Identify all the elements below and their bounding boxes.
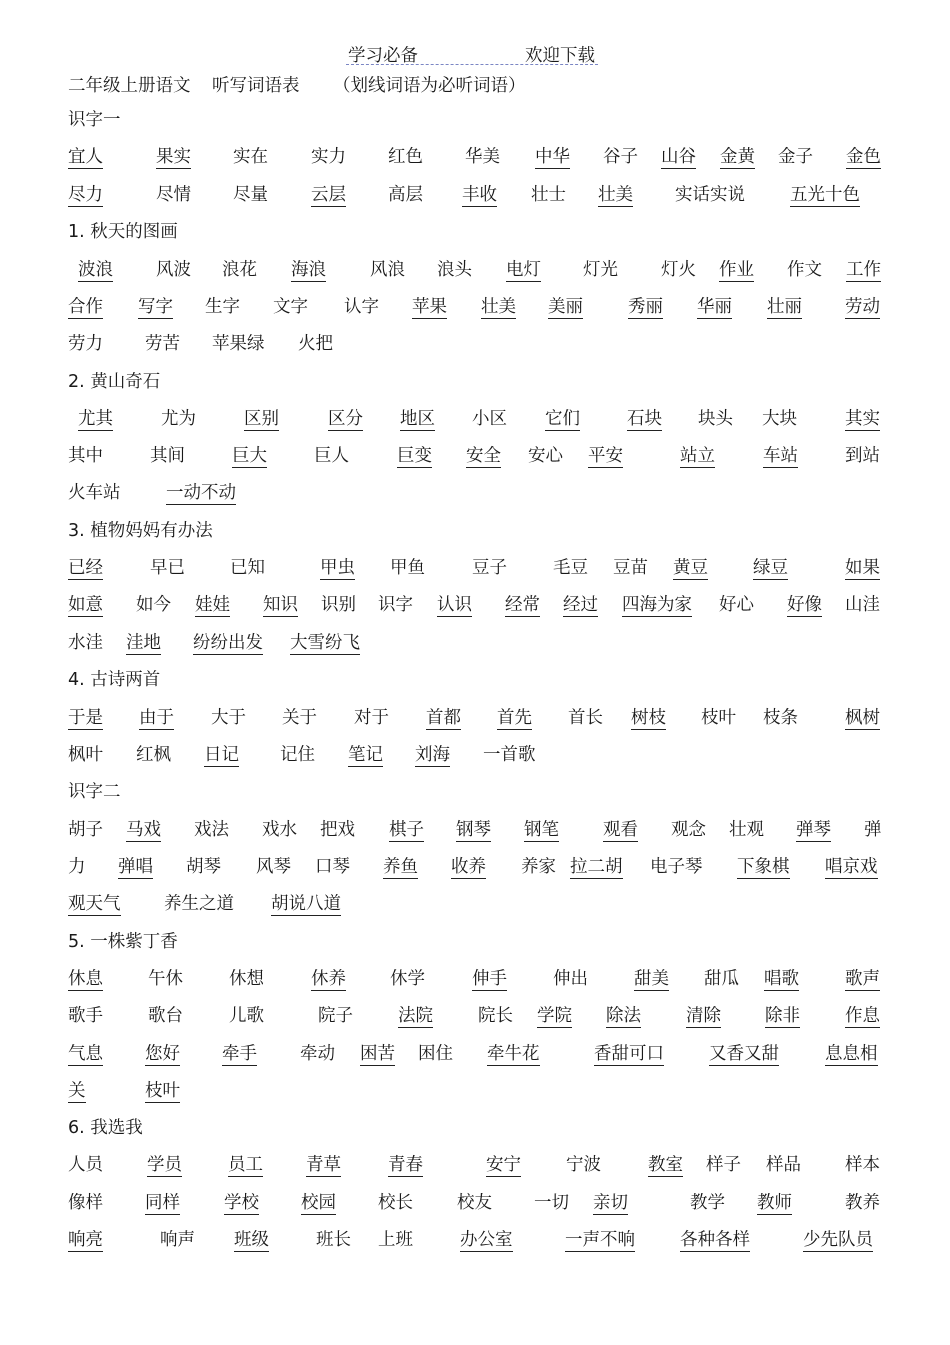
vocab-word: 实力 — [311, 147, 346, 167]
required-word: 响亮 — [68, 1230, 103, 1250]
vocab-word: 对于 — [354, 708, 389, 728]
required-word: 休养 — [311, 969, 346, 989]
required-word: 一动不动 — [166, 483, 236, 503]
required-word: 气息 — [68, 1044, 103, 1064]
vocab-word: 到站 — [845, 446, 880, 466]
required-word: 认识 — [437, 595, 472, 615]
vocab-word: 胡子 — [68, 820, 103, 840]
required-word: 少先队员 — [803, 1230, 873, 1250]
required-word: 壮丽 — [767, 297, 802, 317]
vocab-word: 样本 — [845, 1155, 880, 1175]
required-word: 平安 — [588, 446, 623, 466]
vocab-word: 已知 — [230, 558, 265, 578]
vocab-word: 华美 — [465, 147, 500, 167]
vocab-word: 文字 — [273, 297, 308, 317]
vocab-word: 其中 — [68, 446, 103, 466]
required-word: 教师 — [757, 1193, 792, 1213]
vocab-word: 巨人 — [314, 446, 349, 466]
required-word: 已经 — [68, 558, 103, 578]
vocab-word: 劳苦 — [145, 334, 180, 354]
required-word: 宜人 — [68, 147, 103, 167]
vocab-word: 好心 — [719, 595, 754, 615]
vocab-word: 枝叶 — [701, 708, 736, 728]
vocab-word: 关于 — [282, 708, 317, 728]
required-word: 树枝 — [631, 708, 666, 728]
required-word: 四海为家 — [622, 595, 692, 615]
vocab-word: 戏水 — [262, 820, 297, 840]
vocab-word: 电子琴 — [650, 857, 703, 877]
required-word: 枝叶 — [145, 1081, 180, 1101]
required-word: 丰收 — [462, 185, 497, 205]
required-word: 作息 — [845, 1006, 880, 1026]
required-word: 劳动 — [845, 297, 880, 317]
vocab-word: 校友 — [457, 1193, 492, 1213]
required-word: 区别 — [244, 409, 279, 429]
required-word: 如意 — [68, 595, 103, 615]
required-word: 甲虫 — [320, 558, 355, 578]
vocab-word: 安心 — [528, 446, 563, 466]
vocab-word: 高层 — [388, 185, 423, 205]
required-word: 中华 — [535, 147, 570, 167]
vocab-word: 大块 — [762, 409, 797, 429]
vocab-word: 歌手 — [68, 1006, 103, 1026]
required-word: 青春 — [388, 1155, 423, 1175]
required-word: 学校 — [224, 1193, 259, 1213]
vocab-word: 一首歌 — [483, 745, 536, 765]
vocab-word: 金子 — [778, 147, 813, 167]
vocab-word: 浪花 — [222, 260, 257, 280]
vocab-word: 牵动 — [300, 1044, 335, 1064]
required-word: 歌声 — [845, 969, 880, 989]
required-word: 除法 — [606, 1006, 641, 1026]
required-word: 云层 — [311, 185, 346, 205]
required-word: 波浪 — [78, 260, 113, 280]
vocab-word: 教学 — [690, 1193, 725, 1213]
required-word: 一声不响 — [565, 1230, 635, 1250]
required-word: 牵牛花 — [487, 1044, 540, 1064]
vocab-word: 火把 — [298, 334, 333, 354]
required-word: 甜美 — [634, 969, 669, 989]
vocab-word: 壮士 — [531, 185, 566, 205]
required-word: 首先 — [497, 708, 532, 728]
required-word: 如果 — [845, 558, 880, 578]
required-word: 法院 — [398, 1006, 433, 1026]
required-word: 巨变 — [397, 446, 432, 466]
vocab-word: 院子 — [318, 1006, 353, 1026]
required-word: 弹唱 — [118, 857, 153, 877]
page-note: （划线词语为必听词语） — [333, 76, 526, 96]
vocab-word: 壮观 — [729, 820, 764, 840]
required-word: 棋子 — [389, 820, 424, 840]
vocab-word: 识别 — [321, 595, 356, 615]
vocab-word: 口琴 — [315, 857, 350, 877]
required-word: 除非 — [765, 1006, 800, 1026]
vocab-word: 尽量 — [233, 185, 268, 205]
vocab-word: 水洼 — [68, 633, 103, 653]
required-word: 青草 — [306, 1155, 341, 1175]
required-word: 经常 — [505, 595, 540, 615]
vocab-word: 甲鱼 — [390, 558, 425, 578]
vocab-word: 浪头 — [437, 260, 472, 280]
required-word: 石块 — [627, 409, 662, 429]
required-word: 果实 — [156, 147, 191, 167]
required-word: 学院 — [537, 1006, 572, 1026]
required-word: 区分 — [328, 409, 363, 429]
required-word: 同样 — [145, 1193, 180, 1213]
required-word: 您好 — [145, 1044, 180, 1064]
vocab-word: 灯光 — [583, 260, 618, 280]
required-word: 好像 — [787, 595, 822, 615]
vocab-word: 实话实说 — [675, 185, 745, 205]
required-word: 教室 — [648, 1155, 683, 1175]
vocab-word: 风浪 — [370, 260, 405, 280]
required-word: 安宁 — [486, 1155, 521, 1175]
vocab-word: 养家 — [521, 857, 556, 877]
required-word: 学员 — [147, 1155, 182, 1175]
required-word: 伸手 — [472, 969, 507, 989]
required-word: 海浪 — [291, 260, 326, 280]
section-heading: 识字一 — [68, 110, 121, 130]
required-word: 由于 — [139, 708, 174, 728]
vocab-word: 早已 — [150, 558, 185, 578]
required-word: 山谷 — [661, 147, 696, 167]
vocab-word: 识字 — [378, 595, 413, 615]
required-word: 钢笔 — [524, 820, 559, 840]
vocab-word: 枝条 — [763, 708, 798, 728]
required-word: 苹果 — [412, 297, 447, 317]
required-word: 又香又甜 — [709, 1044, 779, 1064]
section-heading: 识字二 — [68, 782, 121, 802]
vocab-word: 尽情 — [156, 185, 191, 205]
vocab-word: 歌台 — [148, 1006, 183, 1026]
page-title: 二年级上册语文 — [68, 76, 191, 96]
required-word: 尽力 — [68, 185, 103, 205]
vocab-word: 弹 — [864, 820, 882, 840]
required-word: 安全 — [466, 446, 501, 466]
required-word: 观看 — [603, 820, 638, 840]
required-word: 日记 — [204, 745, 239, 765]
required-word: 休息 — [68, 969, 103, 989]
required-word: 胡说八道 — [271, 894, 341, 914]
required-word: 地区 — [400, 409, 435, 429]
required-word: 娃娃 — [195, 595, 230, 615]
required-word: 壮美 — [481, 297, 516, 317]
required-word: 息息相 — [825, 1044, 878, 1064]
section-heading: 5. 一株紫丁香 — [68, 932, 178, 952]
required-word: 大雪纷飞 — [290, 633, 360, 653]
page-subtitle: 听写词语表 — [212, 76, 300, 96]
vocab-word: 胡琴 — [186, 857, 221, 877]
required-word: 收养 — [451, 857, 486, 877]
header-left: 学习必备 — [348, 46, 418, 66]
vocab-word: 把戏 — [320, 820, 355, 840]
vocab-word: 儿歌 — [229, 1006, 264, 1026]
vocab-word: 记住 — [280, 745, 315, 765]
vocab-word: 劳力 — [68, 334, 103, 354]
vocab-word: 力 — [68, 857, 86, 877]
vocab-word: 宁波 — [566, 1155, 601, 1175]
required-word: 秀丽 — [628, 297, 663, 317]
section-heading: 2. 黄山奇石 — [68, 372, 161, 392]
vocab-word: 观念 — [671, 820, 706, 840]
section-heading: 1. 秋天的图画 — [68, 222, 178, 242]
vocab-word: 戏法 — [194, 820, 229, 840]
vocab-word: 大于 — [211, 708, 246, 728]
required-word: 校园 — [301, 1193, 336, 1213]
vocab-word: 枫叶 — [68, 745, 103, 765]
vocab-word: 养生之道 — [164, 894, 234, 914]
vocab-word: 红枫 — [136, 745, 171, 765]
vocab-word: 豆苗 — [613, 558, 648, 578]
required-word: 观天气 — [68, 894, 121, 914]
required-word: 员工 — [228, 1155, 263, 1175]
vocab-word: 实在 — [233, 147, 268, 167]
section-heading: 3. 植物妈妈有办法 — [68, 521, 213, 541]
required-word: 办公室 — [460, 1230, 513, 1250]
vocab-word: 红色 — [388, 147, 423, 167]
required-word: 纷纷出发 — [193, 633, 263, 653]
vocab-word: 小区 — [472, 409, 507, 429]
vocab-word: 豆子 — [472, 558, 507, 578]
required-word: 它们 — [545, 409, 580, 429]
section-heading: 6. 我选我 — [68, 1118, 143, 1138]
required-word: 绿豆 — [753, 558, 788, 578]
required-word: 刘海 — [415, 745, 450, 765]
required-word: 拉二胡 — [570, 857, 623, 877]
vocab-word: 样品 — [766, 1155, 801, 1175]
required-word: 黄豆 — [673, 558, 708, 578]
vocab-word: 休学 — [390, 969, 425, 989]
required-word: 经过 — [563, 595, 598, 615]
vocab-word: 班长 — [316, 1230, 351, 1250]
required-word: 钢琴 — [456, 820, 491, 840]
required-word: 下象棋 — [737, 857, 790, 877]
vocab-word: 苹果绿 — [212, 334, 265, 354]
vocab-word: 伸出 — [553, 969, 588, 989]
required-word: 首都 — [426, 708, 461, 728]
vocab-word: 生字 — [205, 297, 240, 317]
vocab-word: 山洼 — [845, 595, 880, 615]
required-word: 于是 — [68, 708, 103, 728]
vocab-word: 首长 — [568, 708, 603, 728]
vocab-word: 休想 — [229, 969, 264, 989]
required-word: 尤其 — [78, 409, 113, 429]
required-word: 洼地 — [126, 633, 161, 653]
vocab-word: 午休 — [148, 969, 183, 989]
vocab-word: 教养 — [845, 1193, 880, 1213]
required-word: 其实 — [845, 409, 880, 429]
required-word: 电灯 — [506, 260, 541, 280]
required-word: 华丽 — [697, 297, 732, 317]
required-word: 班级 — [234, 1230, 269, 1250]
required-word: 金色 — [846, 147, 881, 167]
header-right: 欢迎下载 — [525, 46, 595, 66]
vocab-word: 尤为 — [161, 409, 196, 429]
vocab-word: 风波 — [156, 260, 191, 280]
vocab-word: 灯火 — [661, 260, 696, 280]
required-word: 亲切 — [593, 1193, 628, 1213]
required-word: 各种各样 — [680, 1230, 750, 1250]
vocab-word: 上班 — [378, 1230, 413, 1250]
required-word: 唱京戏 — [825, 857, 878, 877]
required-word: 写字 — [138, 297, 173, 317]
vocab-word: 院长 — [478, 1006, 513, 1026]
required-word: 马戏 — [126, 820, 161, 840]
required-word: 五光十色 — [790, 185, 860, 205]
required-word: 养鱼 — [383, 857, 418, 877]
vocab-word: 风琴 — [256, 857, 291, 877]
required-word: 枫树 — [845, 708, 880, 728]
required-word: 唱歌 — [764, 969, 799, 989]
vocab-word: 毛豆 — [553, 558, 588, 578]
required-word: 困苦 — [360, 1044, 395, 1064]
required-word: 笔记 — [348, 745, 383, 765]
section-heading: 4. 古诗两首 — [68, 670, 161, 690]
vocab-word: 如今 — [136, 595, 171, 615]
vocab-word: 响声 — [160, 1230, 195, 1250]
vocab-word: 甜瓜 — [704, 969, 739, 989]
vocab-word: 校长 — [378, 1193, 413, 1213]
required-word: 牵手 — [222, 1044, 257, 1064]
required-word: 关 — [68, 1081, 86, 1101]
required-word: 香甜可口 — [594, 1044, 664, 1064]
vocab-word: 样子 — [706, 1155, 741, 1175]
vocab-word: 其间 — [150, 446, 185, 466]
required-word: 巨大 — [232, 446, 267, 466]
required-word: 工作 — [846, 260, 881, 280]
required-word: 作业 — [719, 260, 754, 280]
vocab-word: 像样 — [68, 1193, 103, 1213]
required-word: 车站 — [763, 446, 798, 466]
required-word: 合作 — [68, 297, 103, 317]
required-word: 知识 — [263, 595, 298, 615]
required-word: 壮美 — [598, 185, 633, 205]
vocab-word: 谷子 — [603, 147, 638, 167]
required-word: 清除 — [686, 1006, 721, 1026]
vocab-word: 困住 — [418, 1044, 453, 1064]
required-word: 美丽 — [548, 297, 583, 317]
vocab-word: 块头 — [698, 409, 733, 429]
vocab-word: 作文 — [787, 260, 822, 280]
vocab-word: 认字 — [344, 297, 379, 317]
required-word: 弹琴 — [796, 820, 831, 840]
vocab-word: 一切 — [534, 1193, 569, 1213]
required-word: 站立 — [680, 446, 715, 466]
vocab-word: 火车站 — [68, 483, 121, 503]
required-word: 金黄 — [720, 147, 755, 167]
vocab-word: 人员 — [68, 1155, 103, 1175]
